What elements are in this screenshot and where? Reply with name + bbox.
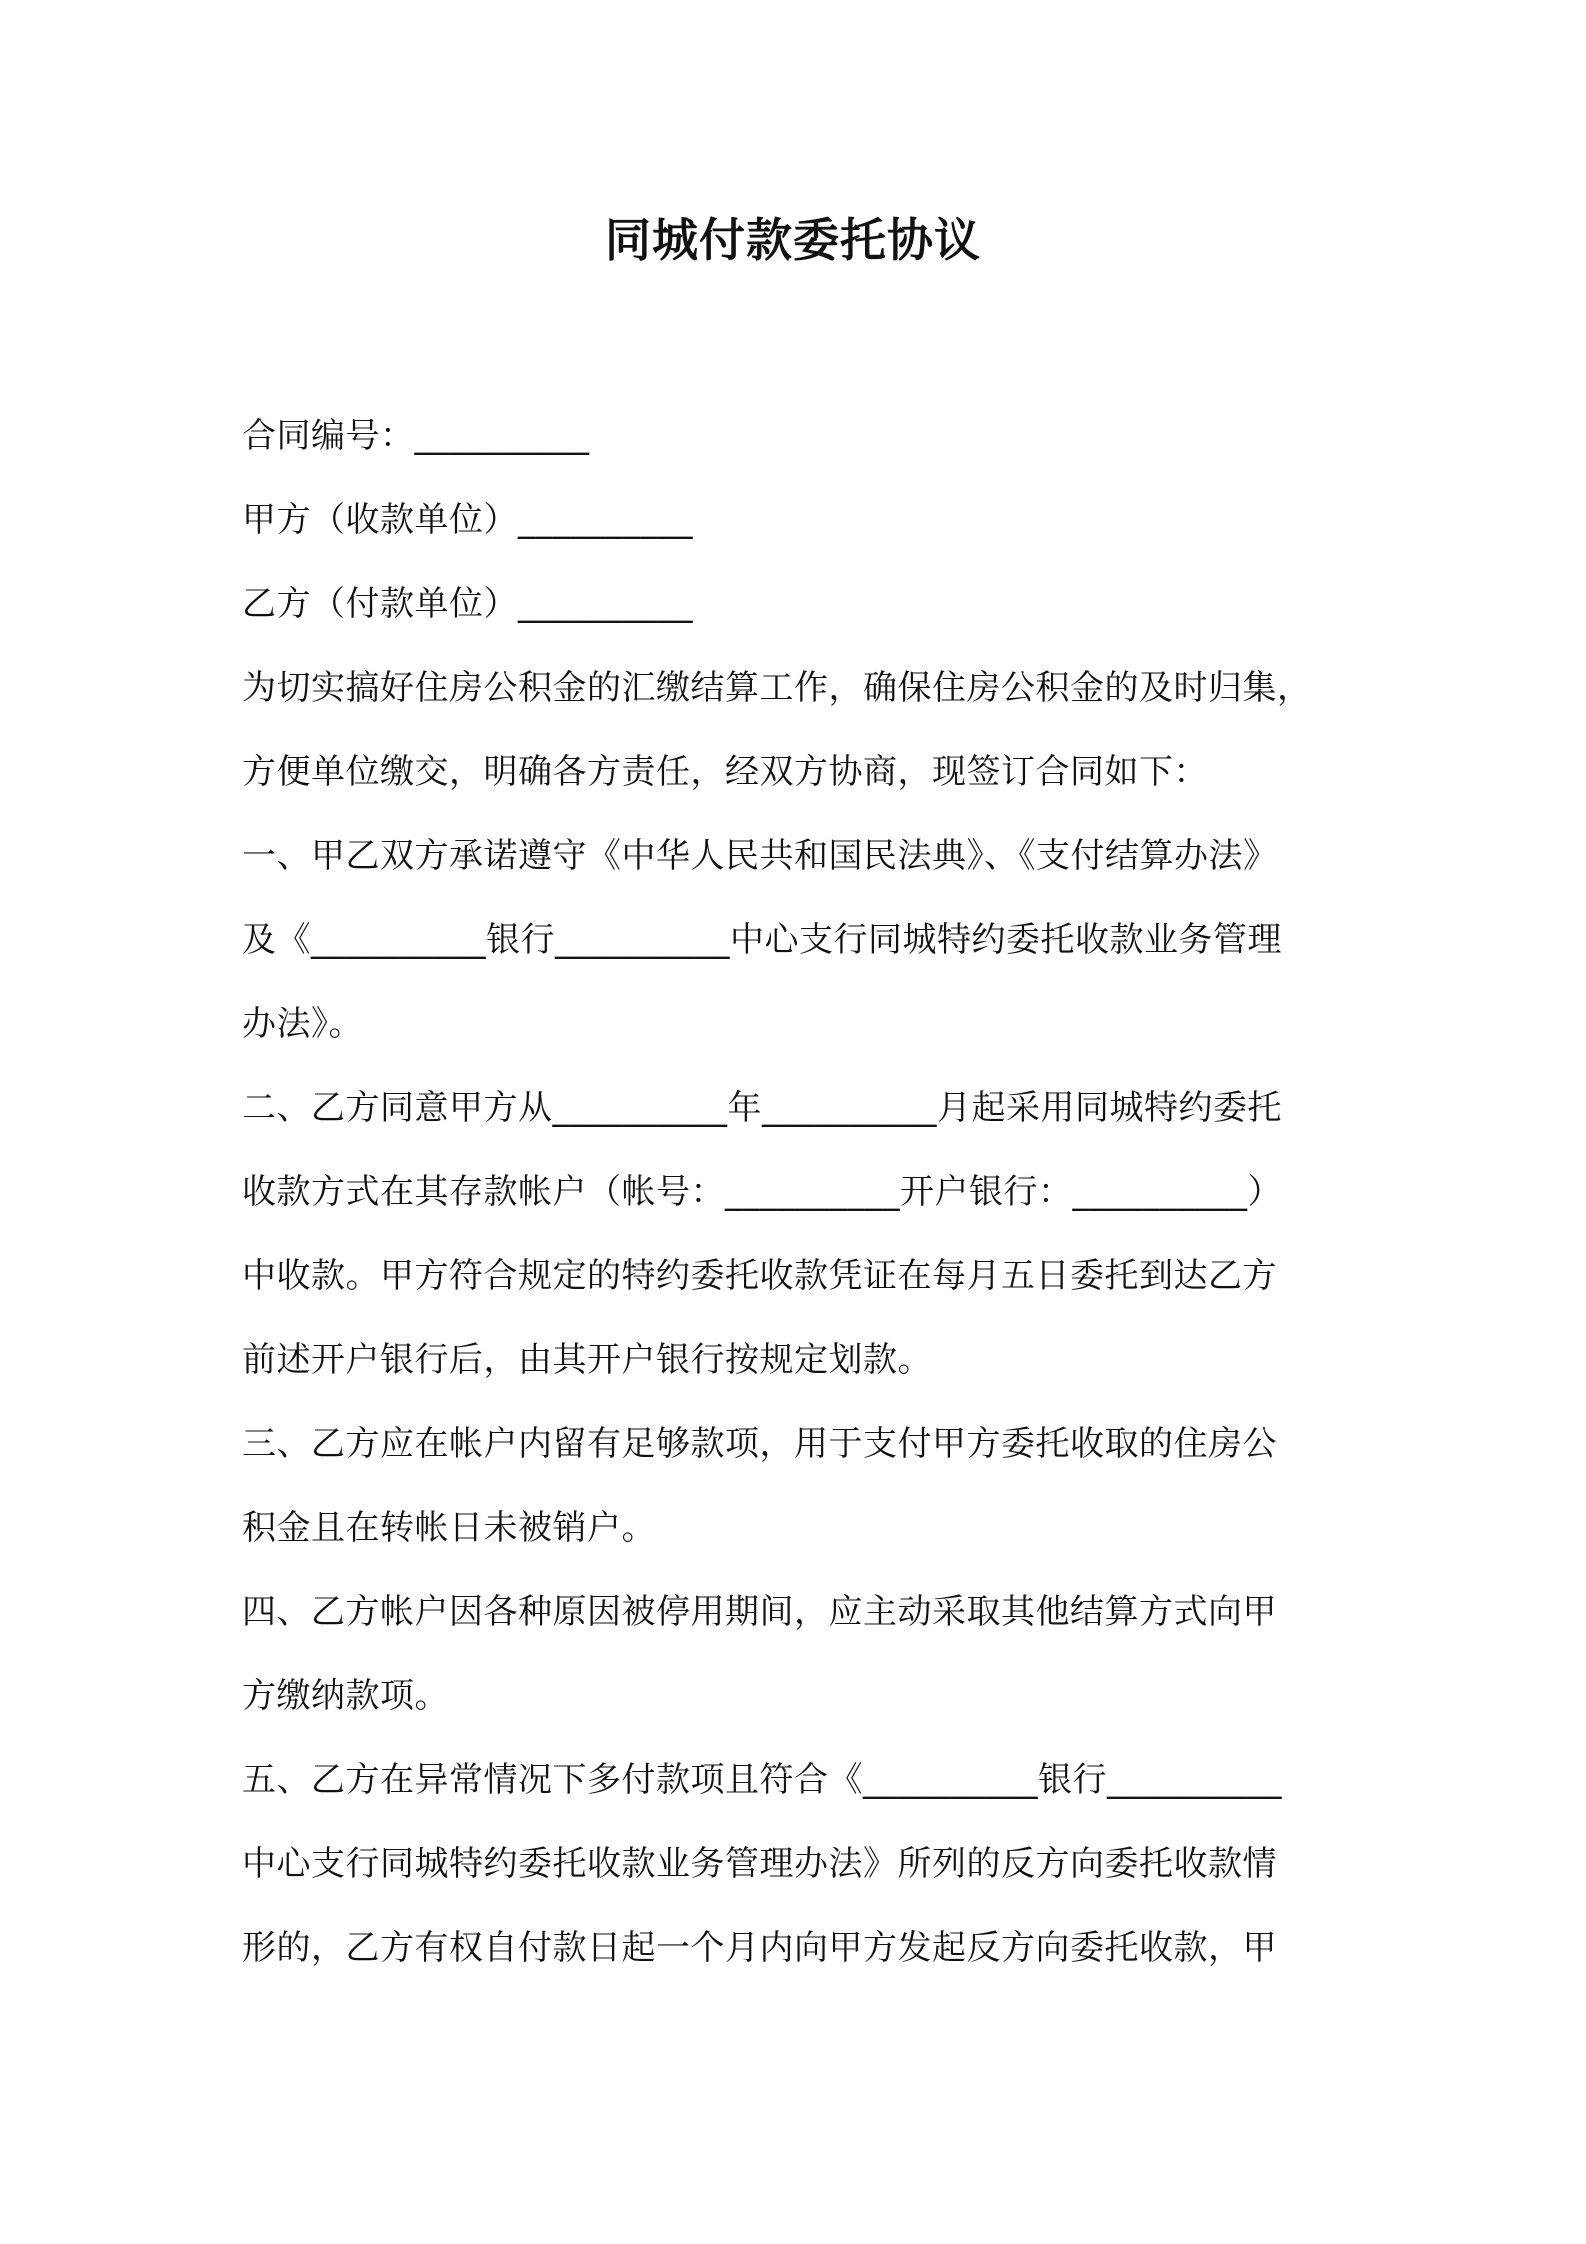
clause-5-line-2: 中心支行同城特约委托收款业务管理办法》所列的反方向委托收款情 bbox=[242, 1844, 1277, 1884]
document-title: 同城付款委托协议 bbox=[605, 213, 981, 267]
clause-2-line-2: 收款方式在其存款帐户（帐号：__________开户银行：__________） bbox=[242, 1172, 1282, 1212]
clause-2-line-4: 前述开户银行后，由其开户银行按规定划款。 bbox=[242, 1340, 932, 1380]
preamble-line-2: 方便单位缴交，明确各方责任，经双方协商，现签订合同如下： bbox=[242, 752, 1208, 792]
clause-1-line-3: 办法》。 bbox=[242, 1004, 363, 1044]
clause-2-line-1: 二、乙方同意甲方从__________年__________月起采用同城特约委托 bbox=[242, 1088, 1282, 1128]
clause-5-line-1: 五、乙方在异常情况下多付款项且符合《__________银行__________ bbox=[242, 1760, 1282, 1800]
clause-1-line-2: 及《__________银行__________中心支行同城特约委托收款业务管理 bbox=[242, 920, 1282, 960]
contract-number-line: 合同编号：__________ bbox=[242, 416, 590, 456]
clause-3-line-2: 积金且在转帐日未被销户。 bbox=[242, 1508, 656, 1548]
party-a-line: 甲方（收款单位）__________ bbox=[242, 500, 693, 540]
clause-4-line-1: 四、乙方帐户因各种原因被停用期间，应主动采取其他结算方式向甲 bbox=[242, 1592, 1277, 1632]
clause-5-line-3: 形的，乙方有权自付款日起一个月内向甲方发起反方向委托收款，甲 bbox=[242, 1928, 1277, 1968]
preamble-line-1: 为切实搞好住房公积金的汇缴结算工作，确保住房公积金的及时归集， bbox=[242, 668, 1312, 708]
clause-1-line-1: 一、甲乙双方承诺遵守《中华人民共和国民法典》、《支付结算办法》 bbox=[242, 836, 1278, 876]
party-b-line: 乙方（付款单位）__________ bbox=[242, 584, 693, 624]
clause-2-line-3: 中收款。甲方符合规定的特约委托收款凭证在每月五日委托到达乙方 bbox=[242, 1256, 1277, 1296]
clause-3-line-1: 三、乙方应在帐户内留有足够款项，用于支付甲方委托收取的住房公 bbox=[242, 1424, 1277, 1464]
clause-4-line-2: 方缴纳款项。 bbox=[242, 1676, 449, 1716]
